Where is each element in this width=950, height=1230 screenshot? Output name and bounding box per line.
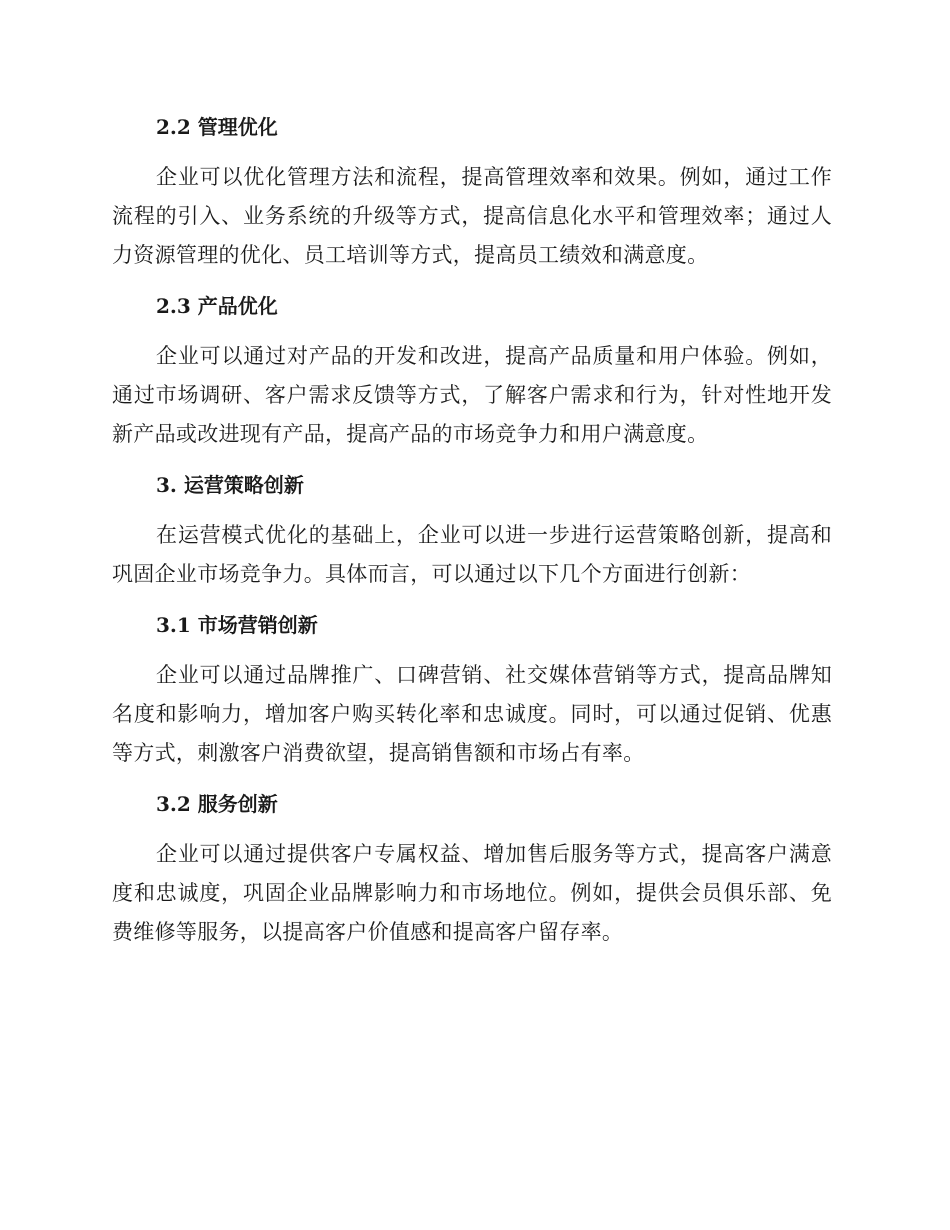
section-heading-3-1: 3.1 市场营销创新 (156, 613, 318, 637)
section-paragraph-3-2: 企业可以通过提供客户专属权益、增加售后服务等方式，提高客户满意度和忠诚度，巩固企业品牌影响力和市场地位。例如，提供会员俱乐部、免费维修等服务，以提高客户价值感和提高客户留存率。 (112, 842, 832, 944)
section-heading-3: 3. 运营策略创新 (156, 473, 304, 497)
section-heading-2-2: 2.2 管理优化 (156, 115, 278, 139)
document-content (112, 108, 832, 964)
section-heading-3-2: 3.2 服务创新 (156, 792, 278, 816)
section-paragraph-3: 在运营模式优化的基础上，企业可以进一步进行运营策略创新，提高和巩固企业市场竞争力。具体而言，可以通过以下几个方面进行创新： (112, 523, 832, 586)
section-paragraph-3-1: 企业可以通过品牌推广、口碑营销、社交媒体营销等方式，提高品牌知名度和影响力，增加客户购买转化率和忠诚度。同时，可以通过促销、优惠等方式，刺激客户消费欲望，提高销售额和市场占有率。 (112, 663, 832, 765)
section-heading-2-3: 2.3 产品优化 (156, 294, 278, 318)
section-paragraph-2-2: 企业可以优化管理方法和流程，提高管理效率和效果。例如，通过工作流程的引入、业务系统的升级等方式，提高信息化水平和管理效率；通过人力资源管理的优化、员工培训等方式，提高员工绩效和满意度。 (112, 165, 832, 267)
section-paragraph-2-3: 企业可以通过对产品的开发和改进，提高产品质量和用户体验。例如，通过市场调研、客户需求反馈等方式，了解客户需求和行为，针对性地开发新产品或改进现有产品，提高产品的市场竞争力和用户满意度。 (112, 344, 832, 446)
